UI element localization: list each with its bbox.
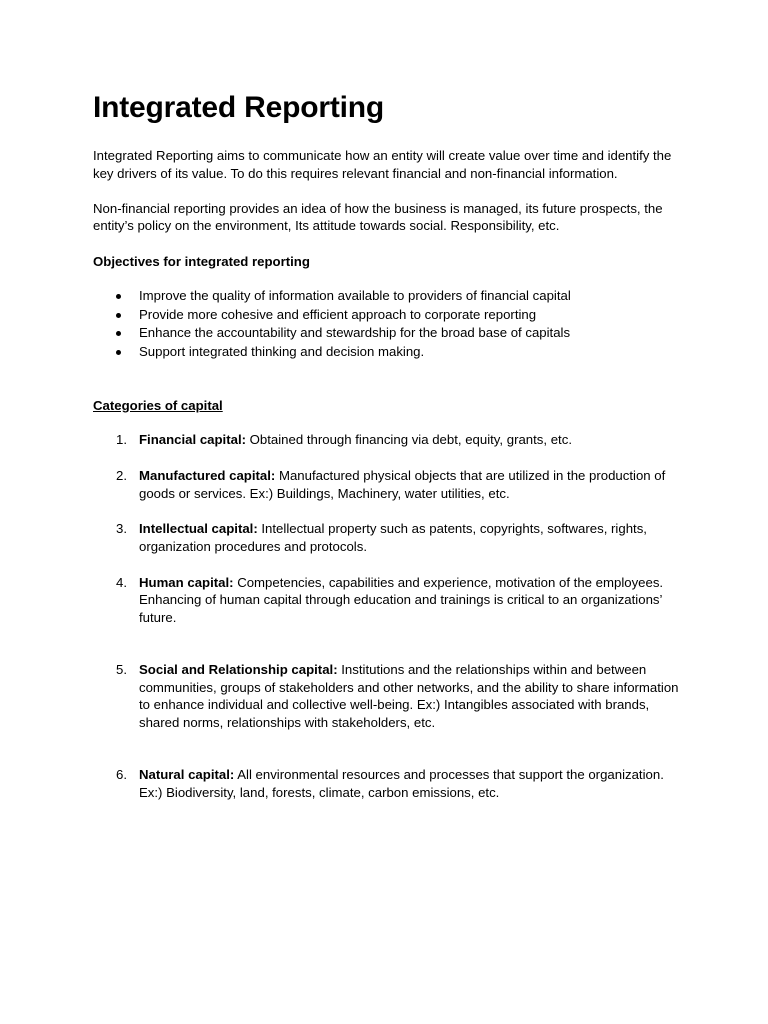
capital-term: Manufactured capital: xyxy=(139,467,276,483)
capital-description: Obtained through financing via debt, equity, grants, etc. xyxy=(246,432,572,448)
item-number: 1. xyxy=(116,432,127,448)
item-number: 5. xyxy=(116,661,127,677)
objective-item xyxy=(93,306,683,325)
bullet-icon xyxy=(116,294,121,299)
capital-description: Competencies, capabilities and experience, motivation of the employees. Enhancing of human capital through education and trainings is critical to an organizations’ future. xyxy=(139,574,664,626)
objectives-list xyxy=(93,287,683,361)
item-number: 2. xyxy=(116,467,127,483)
objective-item xyxy=(93,343,683,362)
non-financial-paragraph: Non-financial reporting provides an idea of how the business is managed, its future prospects, the entity’s policy on the environment, Its attitude towards social. Responsibility, etc. xyxy=(93,200,663,234)
objective-item xyxy=(93,287,683,306)
capital-description: Institutions and the relationships within and between communities, groups of stakeholders and other networks, and the ability to share information to enhance individual and collective well-being. Ex:) Intangibles associated with brands, shared norms, relationships with stakeholders, etc. xyxy=(139,661,679,731)
objective-text: Enhance the accountability and stewardship for the broad base of capitals xyxy=(139,325,571,341)
capital-description: All environmental resources and processes that support the organization. Ex:) Biodiversity, land, forests, climate, carbon emissions, etc. xyxy=(139,767,664,800)
document-page xyxy=(93,88,683,819)
objectives-heading: Objectives for integrated reporting xyxy=(93,253,310,269)
capital-term: Natural capital: xyxy=(139,767,235,783)
categories-list xyxy=(93,431,683,802)
objective-text: Provide more cohesive and efficient approach to corporate reporting xyxy=(139,306,537,322)
capital-item xyxy=(93,520,683,556)
capital-term: Financial capital: xyxy=(139,432,246,448)
capital-item xyxy=(93,467,683,503)
capital-item xyxy=(93,574,683,627)
capital-description: Intellectual property such as patents, copyrights, softwares, rights, organization procedures and protocols. xyxy=(139,521,647,554)
capital-term: Social and Relationship capital: xyxy=(139,661,338,677)
item-number: 6. xyxy=(116,767,127,783)
capital-term: Intellectual capital: xyxy=(139,521,258,537)
bullet-icon xyxy=(116,313,121,318)
objective-text: Support integrated thinking and decision making. xyxy=(139,343,425,359)
objective-text: Improve the quality of information available to providers of financial capital xyxy=(139,288,571,304)
capital-term: Human capital: xyxy=(139,574,234,590)
page-title: Integrated Reporting xyxy=(93,91,385,124)
capital-item xyxy=(93,431,683,449)
categories-heading: Categories of capital xyxy=(93,397,223,413)
capital-description: Manufactured physical objects that are utilized in the production of goods or services. Ex:) Buildings, Machinery, water utilities, etc. xyxy=(139,467,666,501)
bullet-icon xyxy=(116,350,121,355)
bullet-icon xyxy=(116,331,121,336)
capital-item xyxy=(93,661,683,732)
item-number: 4. xyxy=(116,574,127,590)
item-number: 3. xyxy=(116,521,127,537)
intro-paragraph: Integrated Reporting aims to communicate how an entity will create value over time and identify the key drivers of its value. To do this requires relevant financial and non-financial information. xyxy=(93,148,672,181)
objective-item xyxy=(93,324,683,343)
capital-item xyxy=(93,766,683,802)
